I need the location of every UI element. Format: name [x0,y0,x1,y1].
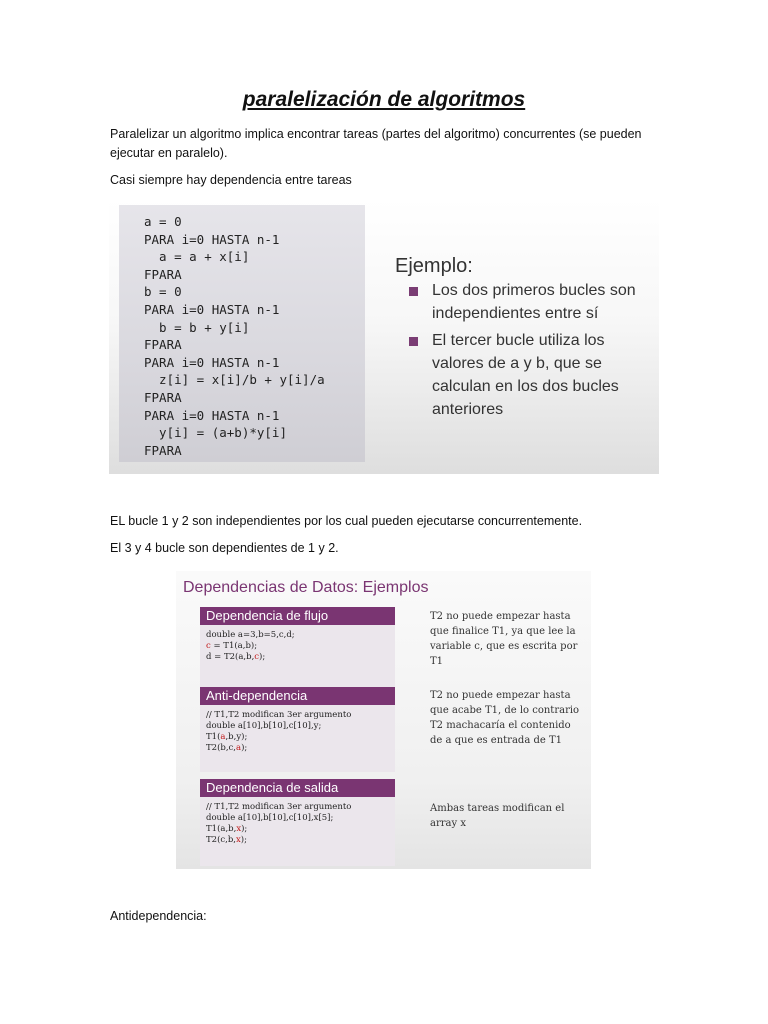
flow-dependency-block [200,607,395,688]
loop-example-image [109,199,659,474]
output-dependency-note: Ambas tareas modifican el array x [430,803,565,829]
code-line: double a[10],b[10],c[10],y; [206,721,322,731]
example-bullet-item [405,329,650,421]
slide-title: Dependencias de Datos: Ejemplos [183,579,429,596]
loops-independent-paragraph: EL bucle 1 y 2 son independientes por los cual pueden ejecutarse concurrentemente. [110,514,583,528]
code-line: x [236,824,242,834]
code-line: ); [241,743,248,753]
flow-dependency-note: T2 no puede empezar hasta que finalice T1, ya que lee la variable c, que es escrita por T1 [430,611,578,667]
code-line: // T1,T2 modifican 3er argumento [206,710,352,720]
code-line: ); [259,652,266,662]
code-line: c [206,641,211,651]
example-bullet-text: Los dos primeros bucles son independientes entre sí [432,282,636,322]
code-line: // T1,T2 modifican 3er argumento [206,802,352,812]
code-line: T2(c,b, [206,835,236,845]
code-line: double a[10],b[10],c[10],x[5]; [206,813,334,823]
code-line: x [236,835,241,845]
example-heading: Ejemplo: [395,255,473,277]
code-line: double a=3,b=5,c,d; [206,630,295,640]
block-header: Anti-dependencia [200,687,395,705]
code-line: T2(b,c, [206,743,236,753]
pseudocode-box [119,205,365,462]
code-line: a [236,743,242,753]
intro-paragraph: Paralelizar un algoritmo implica encontrar tareas (partes del algoritmo) concurrentes (se pueden ejecutar en paralelo). [110,127,642,160]
code-line: c [254,652,260,662]
example-bullet-item [405,279,650,325]
dependency-paragraph: Casi siempre hay dependencia entre tareas [110,173,352,187]
block-header: Dependencia de salida [200,779,395,797]
code-line: ,b,y); [225,732,248,742]
example-bullet-list [405,279,650,425]
loops-dependent-paragraph: El 3 y 4 bucle son dependientes de 1 y 2. [110,541,339,555]
example-bullet-text: El tercer bucle utiliza los valores de a y b, que se calculan en los dos bucles anteriores [432,332,619,418]
anti-dependency-block [200,687,395,772]
code-line: ); [240,835,247,845]
antidependency-heading: Antidependencia: [110,909,207,923]
document-title: paralelización de algoritmos [242,88,526,111]
code-line: ); [241,824,248,834]
code-line: = T1(a,b); [210,641,258,651]
code-line: a [220,732,226,742]
block-code [200,625,395,688]
block-code [200,797,395,866]
anti-dependency-note: T2 no puede empezar hasta que acabe T1, de lo contrario T2 machacaría el contenido de a que es entrada de T1 [430,690,580,746]
output-dependency-block [200,779,395,866]
block-code [200,705,395,772]
pseudocode: a = 0 PARA i=0 HASTA n-1 a = a + x[i] FPARA b = 0 PARA i=0 HASTA n-1 b = b + y[i] FPARA PARA i=0 HASTA n-1 z[i] = x[i]/b + y[i]/a FPARA PARA i=0 HASTA n-1 y[i] = (a+b)*y[i] FPARA [144,214,325,458]
code-line: T1( [206,732,221,742]
data-dependencies-image [176,571,591,869]
code-line: d = T2(a,b, [206,652,255,662]
square-bullet-icon [409,337,418,346]
block-header: Dependencia de flujo [200,607,395,625]
code-line: T1(a,b, [206,824,237,834]
square-bullet-icon [409,287,418,296]
